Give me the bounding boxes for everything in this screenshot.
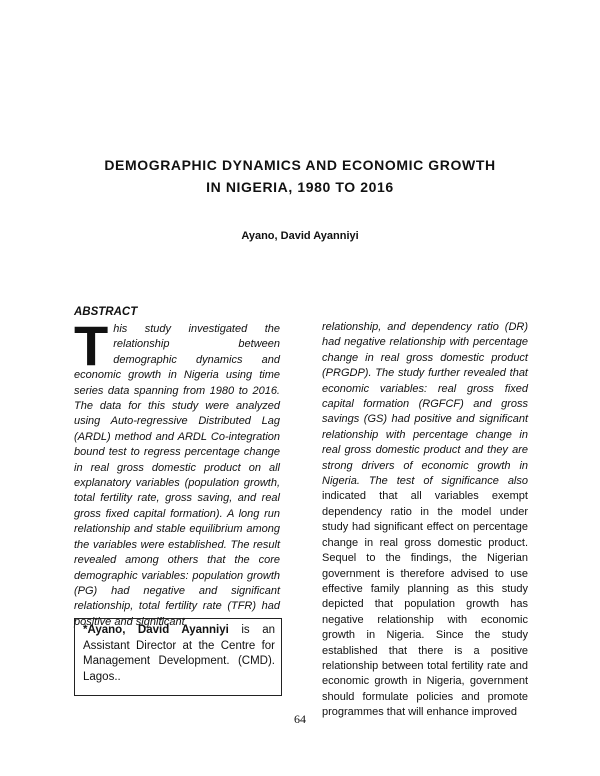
abstract-heading: ABSTRACT bbox=[74, 306, 138, 318]
abstract-left-text: his study investigated the relationship between demographic dynamics and economic growth in Nigeria using time series data spanning from 1980 to 2016. The data for this study were analyzed using Auto-regressive Distributed Lag (ARDL) method and ARDL Co-integration bound test to regress percentage change in real gross domestic product on all explanatory variables (population growth, total fertility rate, gross saving, and real gross fixed capital formation). A long run relationship and stable equilibrium among the variables were established. The result revealed among others that the core demographic variables: population growth (PG) had negative and significant relationship, total fertility rate (TFR) had positive and significant bbox=[74, 323, 280, 628]
drop-cap: T bbox=[74, 314, 109, 377]
footnote-affiliation: is an Assistant Director at the Centre for Management Development. (CMD). Lagos.. bbox=[83, 624, 275, 683]
author-footnote-box bbox=[74, 618, 282, 696]
author-name: Ayano, David Ayanniyi bbox=[241, 230, 359, 242]
title-line-1: DEMOGRAPHIC DYNAMICS AND ECONOMIC GROWTH bbox=[104, 157, 496, 173]
abstract-right-column bbox=[322, 320, 528, 721]
abstract-right-text: indicated that all variables exempt dependency ratio in the model under study had significant effect on percentage change in real gross domestic product. Sequel to the findings, the Nigerian government is therefore advised to use effective family planning as this study depicted that population growth has negative relationship with economic growth in Nigeria. Since the study established that there is a positive relationship between total fertility rate and economic growth in Nigeria, government should formulate policies and promote programmes that will enhance improved bbox=[322, 490, 528, 719]
footnote-author-name: *Ayano, David Ayanniyi bbox=[83, 624, 229, 636]
abstract-left-column bbox=[74, 314, 280, 630]
paper-title bbox=[60, 154, 540, 198]
title-line-2: IN NIGERIA, 1980 TO 2016 bbox=[206, 179, 394, 195]
abstract-right-italic-text: relationship, and dependency ratio (DR) had negative relationship with percentage change in real gross domestic product (PRGDP). The study further revealed that economic variables: real gross fixed capital formation (RGFCF) and gross savings (GS) had positive and significant relationship with percentage change in real gross domestic product and they are strong drivers of economic growth in Nigeria. The test of significance also bbox=[322, 321, 528, 488]
page-number: 64 bbox=[294, 712, 306, 726]
